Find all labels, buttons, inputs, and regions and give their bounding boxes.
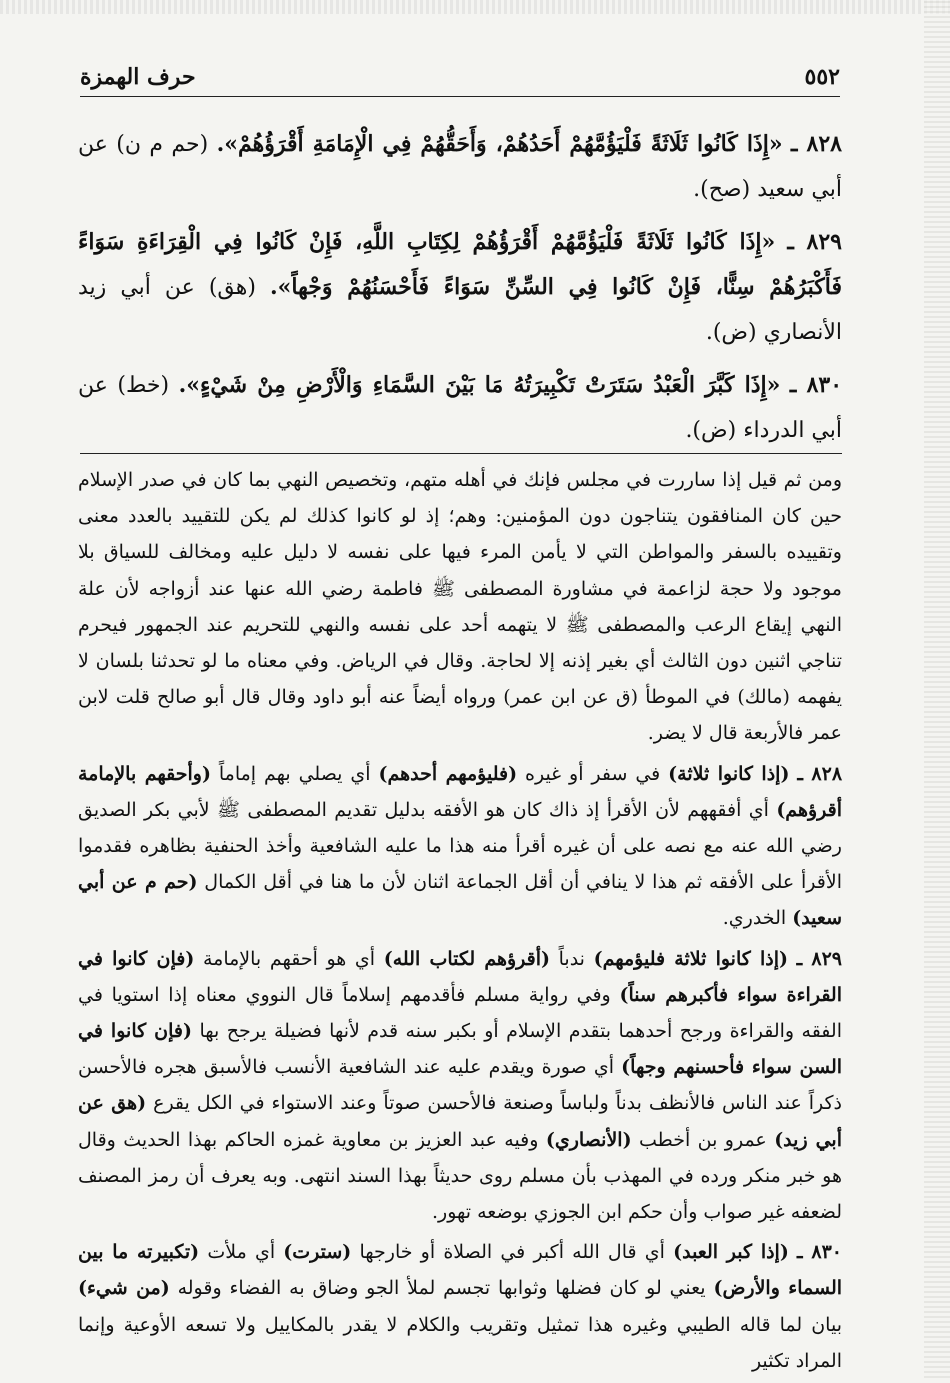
quoted-phrase: (تكبيرته ما بين السماء والأرض)	[78, 1241, 843, 1300]
hadith-828	[78, 122, 842, 212]
hadith-text: «إِذَا كَبَّرَ الْعَبْدُ سَتَرَتْ تَكْبِيرَتُهُ مَا بَيْنَ السَّمَاءِ وَالْأَرْضِ مِنْ شَيْءٍ».	[178, 372, 781, 398]
hadith-source: (هق) عن أبي زيد الأنصاري (ض).	[78, 275, 842, 345]
section-divider	[80, 453, 842, 454]
commentary-text: وفيه عبد العزيز بن معاوية غمزه الحاكم بهذا الحديث وقال هو خبر منكر ورده في المهذب بأن مسلم روى حديثاً بهذا السند انتهى. وبه يعرف أن رمز المصنف لضعفه غير صواب وأن حكم ابن الجوزي بوضعه تهور.	[78, 1128, 842, 1224]
page-header	[80, 62, 840, 98]
hadith-829	[78, 220, 842, 355]
hadith-source: (حم م ن) عن أبي سعيد (صح).	[78, 132, 842, 202]
commentary-text: وفي رواية مسلم فأقدمهم إسلاماً قال النووي معناه إذا استويا في الفقه والقراءة ورجح أحدهما بتقدم الإسلام أو بكبر سنه قدم لأنها فضيلة يرجح بها	[78, 983, 842, 1043]
page-number: ٥٥٢	[804, 64, 840, 90]
quoted-phrase: (وأحقهم بالإمامة أقرؤهم)	[78, 762, 842, 821]
chapter-title: حرف الهمزة	[80, 64, 196, 90]
quoted-phrase: (إذا كانوا ثلاثة فليؤمهم)	[593, 947, 788, 970]
commentary-text: الخدري.	[722, 907, 787, 930]
commentary-828	[78, 756, 842, 937]
hadith-source: (خط) عن أبي الدرداء (ض).	[78, 373, 842, 443]
scan-edge-top	[0, 0, 950, 14]
commentary-text: ندباً	[558, 947, 585, 970]
scan-edge-right	[924, 0, 950, 1378]
quoted-phrase: (إذا كانوا ثلاثة)	[668, 762, 790, 785]
hadith-text: «إِذَا كَانُوا ثَلَاثَةً فَلْيَؤُمَّهُمْ أَقْرَؤُهُمْ لِكِتَابِ اللَّهِ، فَإِنْ كَانُوا فِي الْقِرَاءَةِ سَوَاءً فَأَكْبَرُهُمْ سِنًّا، فَإِنْ كَانُوا فِي السِّنِّ سَوَاءً فَأَحْسَنُهُمْ وَجْهاً».	[78, 229, 842, 300]
hadith-number: ٨٢٨ ـ	[791, 131, 842, 157]
quoted-phrase: (من شيء)	[78, 1277, 170, 1300]
commentary-829	[78, 941, 842, 1231]
commentary-intro: ومن ثم قيل إذا ساررت في مجلس فإنك في أهله متهم، وتخصيص النهي بما كان في صدر الإسلام حين كان المنافقون يتناجون دون المؤمنين: وهم؛ إذ لو كانوا كذلك لم يكن للتقييد بالعدد معنى وتقييده بالسفر والمواطن التي لا يأمن المرء فيها على نفسه لا دليل عليه ومخالف للسياق بلا موجود ولا حجة لزاعمة في مشاورة المصطفى ﷺ فاطمة رضي الله عنها عند أزواجه لأن علة النهي إيقاع الرعب والمصطفى ﷺ لا يتهمه أحد على نفسه والنهي للتحريم عند الجمهور فيحرم تناجي اثنين دون الثالث أي بغير إذنه إلا لحاجة. وقال في الرياض. وفي معناه ما لو تحدثنا بلسان لا يفهمه (مالك) في الموطأ (ق عن ابن عمر) ورواه أيضاً عنه أبو داود وقال قال أبو صالح قلت لابن عمر فالأربعة قال لا يضر.	[78, 469, 842, 745]
commentary-text: أي يصلي بهم إماماً	[218, 762, 371, 785]
commentary-830	[78, 1234, 842, 1379]
commentary-text: أي قال الله أكبر في الصلاة أو خارجها	[359, 1241, 665, 1264]
commentary-text: في سفر أو غيره	[525, 762, 661, 785]
hadith-number: ٨٢٩ ـ	[787, 229, 842, 255]
commentary-text: أي أفقههم لأن الأقرأ إذ ذاك كان هو الأفقه بدليل تقديم المصطفى ﷺ لأبي بكر الصديق رضي الله عنه مع نصه على أن غيره أقرأ منه هذا ما عليه الشافعية وأخذ الحنفية بظاهره فقدموا الأقرأ على الأفقه ثم هذا لا ينافي أن أقل الجماعة اثنان لأن ما هنا في أقل الكمال	[78, 798, 842, 894]
commentary-text: يعني لو كان فضلها وثوابها تجسم لملأ الجو وضاق به الفضاء وقوله	[177, 1277, 706, 1300]
commentary-text: عمرو بن أخطب	[638, 1128, 767, 1151]
commentary-text: أي ملأت	[207, 1241, 276, 1264]
commentary-number: ٨٢٨ ـ	[797, 762, 843, 785]
quoted-phrase: (هق عن أبي زيد)	[78, 1092, 842, 1151]
quoted-phrase: (الأنصاري)	[545, 1128, 632, 1151]
quoted-phrase: (سترت)	[283, 1241, 352, 1264]
quoted-phrase: (إذا كبر العبد)	[673, 1241, 789, 1264]
quoted-phrase: (فإن كانوا في السن سواء فأحسنهم وجهاً)	[78, 1020, 843, 1079]
hadith-section	[78, 122, 842, 461]
hadith-number: ٨٣٠ ـ	[789, 372, 843, 398]
header-rule	[80, 96, 840, 97]
quoted-phrase: (فإن كانوا في القراءة سواء فأكبرهم سناً)	[78, 947, 842, 1006]
hadith-830	[78, 363, 842, 453]
hadith-text: «إِذَا كَانُوا ثَلَاثَةً فَلْيَؤُمَّهُمْ أَحَدُهُمْ، وَأَحَقُّهُمْ فِي الْإِمَامَةِ أَقْرَؤُهُمْ».	[216, 131, 783, 157]
commentary-section	[78, 462, 842, 1383]
commentary-text: أي صورة ويقدم عليه عند الشافعية الأنسب فالأسبق هجره فالأحسن ذكراً عند الناس فالأنظف بدناً ولباساً وصنعة فالأحسن صوتاً وعند الاستواء في الكل يقرع	[78, 1056, 842, 1115]
commentary-number: ٨٢٩ ـ	[796, 947, 842, 970]
commentary-number: ٨٣٠ ـ	[797, 1241, 842, 1264]
quoted-phrase: (فليؤمهم أحدهم)	[378, 762, 518, 785]
quoted-phrase: (أقرؤهم لكتاب الله)	[383, 947, 550, 970]
commentary-text: بيان لما قاله الطيبي وغيره هذا تمثيل وتقريب والكلام لا يقدر بالمكاييل ولا تسعه الأوعية وإنما المراد تكثير	[78, 1313, 842, 1372]
commentary-text: أي هو أحقهم بالإمامة	[202, 947, 376, 970]
quoted-phrase: (حم م عن أبي سعيد)	[78, 871, 842, 930]
